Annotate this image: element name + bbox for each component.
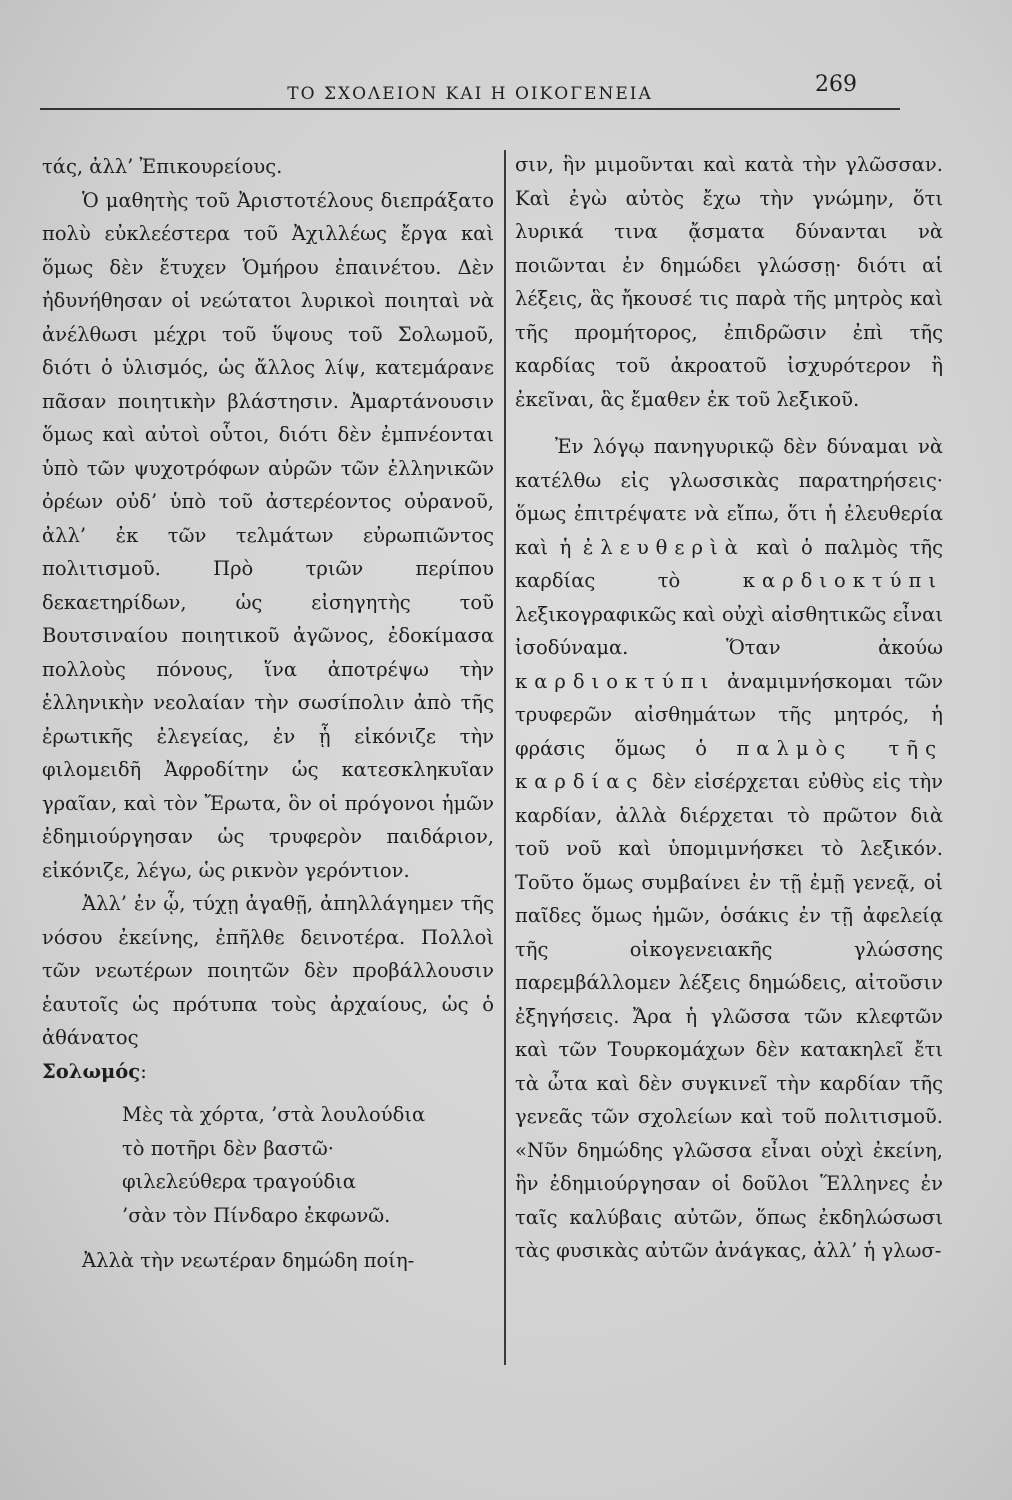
left-paragraph-2: Ὁ μαθητὴς τοῦ Ἀριστοτέλους διεπράξατο πολὺ εὐκλεέστερα τοῦ Ἀχιλλέως ἔργα καὶ ὅμως δὲν ἔτυχεν Ὁμήρου ἐπαινέτου. Δὲν ἠδυνήθησαν οἱ νεώτατοι λυρικοὶ ποιηταὶ νὰ ἀνέλθωσι μέχρι τοῦ ὕψους τοῦ Σολωμοῦ, διότι ὁ ὑλισμός, ὡς ἄλλος λίψ, κατεμάρανε πᾶσαν ποιητικὴν βλάστησιν. Ἀμαρτάνουσιν ὅμως καὶ αὐτοὶ οὗτοι, διότι δὲν ἐμπνέονται ὑπὸ τῶν ψυχοτρόφων αὐρῶν τῶν ἑλληνικῶν ὀρέων οὐδ’ ὑπὸ τοῦ ἀστερέοντος οὐρανοῦ, ἀλλ’ ἐκ τῶν τελμάτων εὐρωπιῶντος πολιτισμοῦ. Πρὸ τριῶν περίπου δεκαετηρίδων, ὡς εἰσηγητὴς τοῦ Βουτσιναίου ποιητικοῦ ἀγῶνος, ἐδοκίμασα πολλοὺς πόνους, ἵνα ἀποτρέψω τὴν ἑλληνικὴν νεολαίαν τὴν σωσίπολιν ἀπὸ τῆς ἐρωτικῆς ἐλεγείας, ἐν ᾗ εἰκόνιζε τὴν φιλομειδῆ Ἀφροδίτην ὡς κατεσκληκυῖαν γραῖαν, καὶ τὸν Ἔρωτα, ὃν οἱ πρόγονοι ἡμῶν ἐδημιούργησαν ὡς τρυφερὸν παιδάριον, εἰκόνιζε, λέγω, ὡς ρικνὸν γερόντιον.: [42, 188, 494, 882]
poem-line: φιλελεύθερα τραγούδια: [122, 1170, 356, 1193]
header-rule: [40, 108, 900, 110]
column-divider: [504, 150, 506, 1365]
text-run: λεξικογραφικῶς καὶ οὐχὶ αἰσθητικῶς εἶναι ἰσοδύναμα. Ὅταν ἀκούω: [515, 602, 943, 659]
right-column: [515, 148, 943, 1268]
left-column: [42, 150, 494, 1278]
spaced-word: καρδιοκτύπι: [515, 669, 716, 693]
poem-line: ’σὰν τὸν Πίνδαρο ἐκφωνῶ.: [122, 1203, 391, 1227]
running-head: [60, 72, 900, 112]
left-paragraph-3: [42, 887, 494, 1088]
page-number: 269: [815, 72, 857, 97]
spaced-word: καρδιοκτύπι: [742, 569, 943, 592]
spaced-word: παλμὸς τῆς καρδίας: [515, 736, 943, 793]
text-run: ἀναμιμνήσκομαι τῶν τρυφερῶν αἰσθημάτων τῆς μητρός, ἡ φράσις ὅμως ὁ: [515, 669, 943, 760]
poem-quote: [122, 1098, 494, 1232]
text-run: καὶ ἡ: [515, 535, 583, 559]
text-run: δὲν εἰσέρχεται εὐθὺς εἰς τὴν καρδίαν, ἀλλὰ διέρχεται τὸ πρῶτον διὰ τοῦ νοῦ καὶ ὑπομιμνήσκει τὸ λεξικόν. Τοῦτο ὅμως συμβαίνει ἐν τῇ ἐμῇ γενεᾷ, οἱ παῖδες ὅμως ἡμῶν, ὁσάκις ἐν τῇ ἀφελείᾳ τῆς οἰκογενειακῆς γλώσσης παρεμβάλλομεν λέξεις δημώδεις, αἰτοῦσιν ἐξηγήσεις. Ἄρα ἡ γλῶσσα τῶν κλεφτῶν καὶ τῶν Τουρκομάχων δὲν κατακηλεῖ ἔτι τὰ ὦτα καὶ δὲν συγκινεῖ τὴν καρδίαν τῆς γενεᾶς τῶν σχολείων καὶ τοῦ πολιτισμοῦ. «Νῦν δημώδης γλῶσσα εἶναι οὐχὶ ἐκείνη, ἣν ἐδημιούργησαν οἱ δοῦλοι Ἕλληνες ἐν ταῖς καλύβαις αὐτῶν, ὅπως ἐκδηλώσωσι τὰς φυσικὰς αὐτῶν ἀνάγκας, ἀλλ’ ἡ γλωσ-: [515, 770, 943, 1262]
right-paragraph-1: σιν, ἣν μιμοῦνται καὶ κατὰ τὴν γλῶσσαν. Καὶ ἐγὼ αὐτὸς ἔχω τὴν γνώμην, ὅτι λυρικά τινα ᾄσματα δύνανται νὰ ποιῶνται ἐν δημώδει γλώσσῃ· διότι αἱ λέξεις, ἃς ἤκουσέ τις παρὰ τῆς μητρὸς καὶ τῆς προμήτορος, ἐπιδρῶσιν ἐπὶ τῆς καρδίας τοῦ ἀκροατοῦ ἰσχυρότερον ἢ ἐκεῖναι, ἃς ἔμαθεν ἐκ τοῦ λεξικοῦ.: [515, 153, 943, 411]
right-paragraph-2: [515, 430, 943, 1268]
text-run: καὶ ὁ παλμὸς τῆς καρδίας τὸ: [515, 535, 943, 592]
poem-line: Μὲς τὰ χόρτα, ’στὰ λουλούδια: [122, 1103, 426, 1126]
text-run: ἐλευθερία: [844, 502, 943, 525]
spaced-word: ἐλευθερὶὰ: [582, 535, 745, 559]
left-paragraph-4: Ἀλλὰ τὴν νεωτέραν δημώδη ποίη-: [82, 1249, 415, 1272]
poet-name: Σολωμός: [42, 1059, 141, 1083]
left-paragraph-3-text: Ἀλλ’ ἐν ᾧ, τύχῃ ἀγαθῇ, ἀπηλλάγημεν τῆς νόσου ἐκείνης, ἐπῆλθε δεινοτέρα. Πολλοὶ τῶν νεωτέρων ποιητῶν δὲν προβάλλουσιν ἑαυτοῖς ὡς πρότυπα τοὺς ἀρχαίους, ὡς ὁ ἀθάνατος: [42, 892, 494, 1049]
left-paragraph-1: τάς, ἀλλ’ Ἐπικουρείους.: [42, 155, 283, 178]
journal-title: ΤΟ ΣΧΟΛΕΙΟΝ ΚΑΙ Η ΟΙΚΟΓΕΝΕΙΑ: [287, 84, 653, 104]
poem-line: τὸ ποτῆρι δὲν βαστῶ·: [122, 1136, 334, 1160]
text-run: Ἐν λόγῳ πανηγυρικῷ δὲν δύναμαι νὰ κατέλθω εἰς γλωσσικὰς παρατηρήσεις· ὅμως ἐπιτρέψατε νὰ εἴπω, ὅτι ἡ: [515, 435, 943, 525]
colon: :: [140, 1059, 147, 1083]
